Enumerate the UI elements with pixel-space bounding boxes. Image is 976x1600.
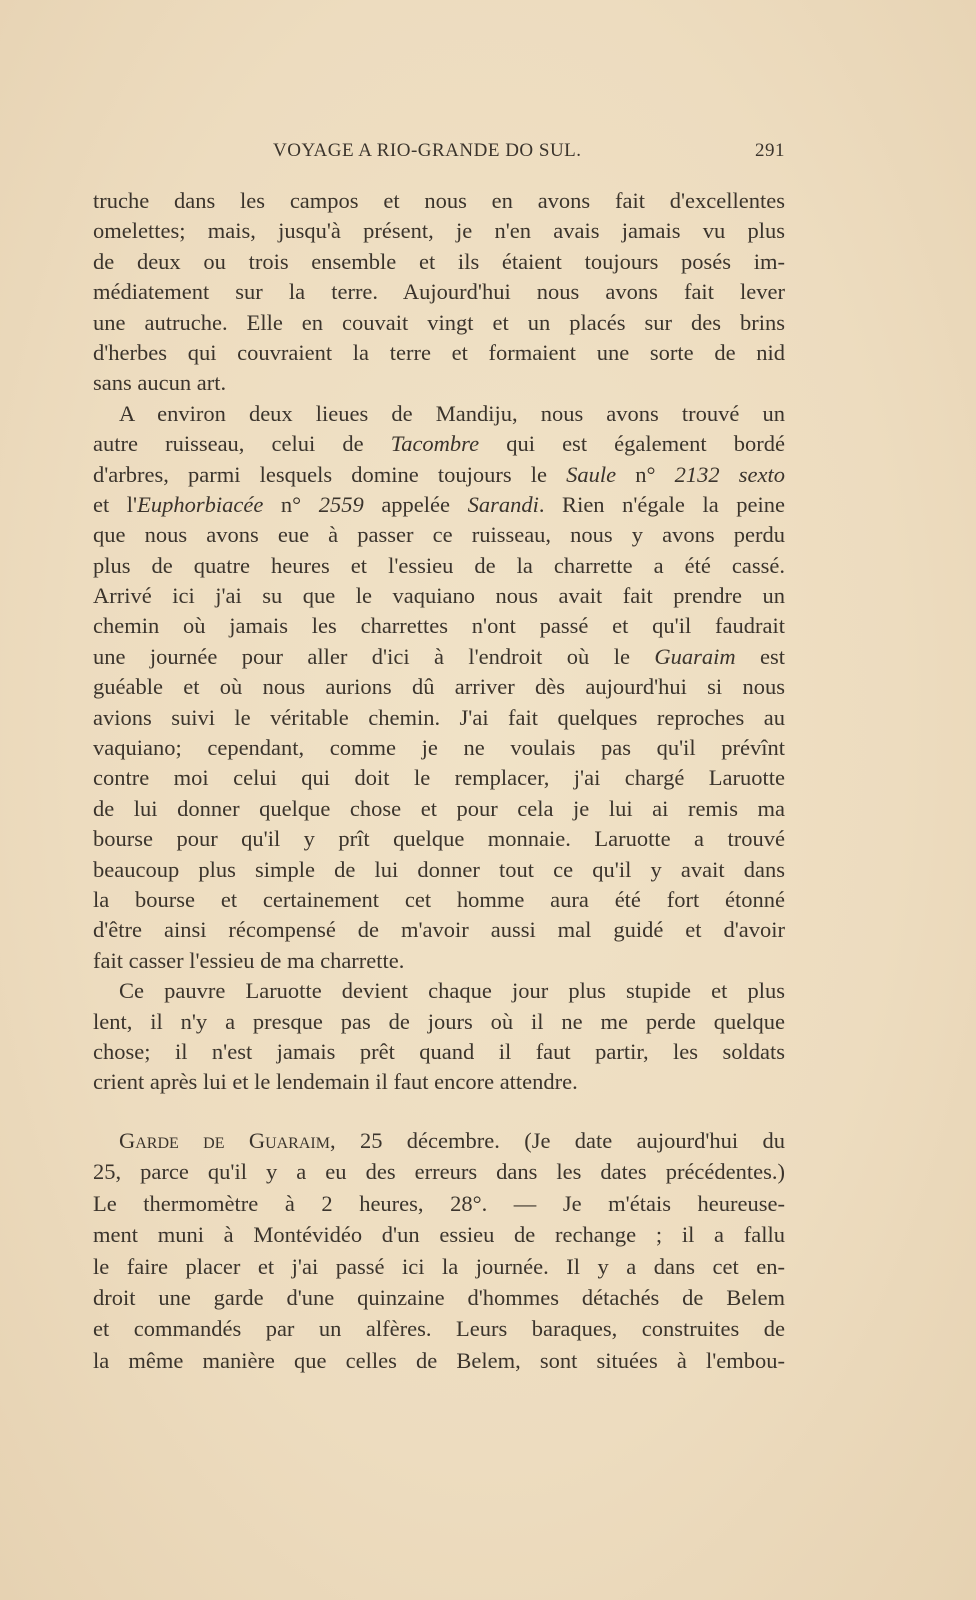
text-segment: chemin où jamais les charrettes n'ont passé et qu'il faudrait — [93, 613, 785, 639]
text-segment: plus de quatre heures et l'essieu de la charrette a été cassé. — [93, 552, 785, 578]
text-segment: de lui donner quelque chose et pour cela je lui ai remis ma — [93, 795, 785, 821]
text-segment: lent, il n'y a presque pas de jours où il ne me perde quelque — [93, 1008, 785, 1034]
text-segment: et l' — [93, 491, 138, 517]
text-segment: autre ruisseau, celui de — [93, 431, 391, 457]
text-line — [93, 399, 785, 429]
italic-term: Tacombre — [390, 431, 480, 457]
text-line — [93, 794, 785, 824]
text-line — [93, 460, 785, 490]
text-segment: et commandés par un alfères. Leurs baraques, construites de — [93, 1316, 785, 1342]
text-segment: vaquiano; cependant, comme je ne voulais pas qu'il prévînt — [93, 735, 785, 761]
italic-term: Guaraim — [654, 643, 736, 669]
text-line — [93, 946, 785, 976]
text-segment: contre moi celui qui doit le remplacer, j'ai chargé Laruotte — [93, 765, 785, 791]
text-line — [93, 703, 785, 733]
text-line — [93, 642, 785, 672]
text-segment: qui est également bordé — [479, 431, 785, 457]
text-line — [93, 368, 785, 398]
text-line — [93, 1251, 785, 1282]
text-line — [93, 551, 785, 581]
text-line — [93, 885, 785, 915]
text-segment: Le thermomètre à 2 heures, 28°. — Je m'étais heureuse- — [93, 1190, 785, 1216]
text-line — [93, 186, 785, 216]
text-line — [93, 247, 785, 277]
text-line — [93, 490, 785, 520]
text-line — [93, 338, 785, 368]
text-segment: médiatement sur la terre. Aujourd'hui nous avons fait lever — [93, 279, 785, 305]
text-line — [93, 1156, 785, 1187]
text-segment: le faire placer et j'ai passé ici la journée. Il y a dans cet en- — [93, 1253, 785, 1279]
text-segment: A environ deux lieues de Mandiju, nous avons trouvé un — [119, 400, 785, 426]
text-line — [93, 855, 785, 885]
text-segment: crient après lui et le lendemain il faut encore attendre. — [93, 1069, 578, 1095]
text-segment: droit une garde d'une quinzaine d'hommes détachés de Belem — [93, 1284, 785, 1310]
italic-term: 2132 sexto — [674, 461, 786, 487]
text-segment: ment muni à Montévidéo d'un essieu de rechange ; il a fallu — [93, 1222, 785, 1248]
text-segment: 25, parce qu'il y a eu des erreurs dans les dates précédentes.) — [93, 1159, 785, 1185]
text-line — [93, 763, 785, 793]
place-heading: Garde de Guaraim — [119, 1128, 330, 1153]
text-segment: avions suivi le véritable chemin. J'ai fait quelques reproches au — [93, 704, 785, 730]
text-line — [93, 1345, 785, 1376]
text-segment: est — [735, 643, 786, 669]
text-block-2 — [93, 1125, 785, 1376]
italic-term: Saule — [566, 461, 617, 487]
text-segment: bourse pour qu'il y prît quelque monnaie. Laruotte a trouvé — [93, 826, 785, 852]
text-segment: de deux ou trois ensemble et ils étaient toujours posés im- — [93, 248, 785, 274]
text-segment: une autruche. Elle en couvait vingt et un placés sur des brins — [93, 309, 785, 335]
text-segment: d'être ainsi récompensé de m'avoir aussi mal guidé et d'avoir — [93, 917, 785, 943]
italic-term: 2559 — [318, 491, 364, 517]
text-segment: que nous avons eue à passer ce ruisseau, nous y avons perdu — [93, 522, 785, 548]
text-line — [93, 1313, 785, 1344]
text-segment: Arrivé ici j'ai su que le vaquiano nous avait fait prendre un — [93, 583, 785, 609]
text-line — [93, 824, 785, 854]
text-segment: , 25 décembre. (Je date aujourd'hui du — [329, 1128, 785, 1153]
text-block-1 — [93, 186, 785, 1098]
text-line — [93, 429, 785, 459]
text-line — [93, 611, 785, 641]
text-line — [93, 976, 785, 1006]
text-segment: fait casser l'essieu de ma charrette. — [93, 947, 405, 973]
text-segment: n° — [616, 461, 675, 487]
page-number: 291 — [755, 140, 785, 161]
text-segment: chose; il n'est jamais prêt quand il faut partir, les soldats — [93, 1038, 785, 1064]
text-segment: une journée pour aller d'ici à l'endroit où le — [93, 643, 655, 669]
text-segment: beaucoup plus simple de lui donner tout ce qu'il y avait dans — [93, 856, 785, 882]
text-segment: n° — [263, 491, 319, 517]
text-line — [93, 308, 785, 338]
text-line — [93, 1282, 785, 1313]
page-header — [93, 140, 785, 166]
text-segment: guéable et où nous aurions dû arriver dès aujourd'hui si nous — [93, 674, 785, 700]
text-segment: d'herbes qui couvraient la terre et formaient une sorte de nid — [93, 339, 785, 365]
running-title: VOYAGE A RIO-GRANDE DO SUL. — [273, 140, 582, 161]
text-line — [93, 672, 785, 702]
text-line — [93, 1125, 785, 1156]
italic-term: Euphorbiacée — [137, 491, 264, 517]
text-segment: la bourse et certainement cet homme aura été fort étonné — [93, 886, 785, 912]
italic-term: Sarandi — [467, 491, 539, 517]
text-line — [93, 581, 785, 611]
text-line — [93, 1007, 785, 1037]
text-segment: truche dans les campos et nous en avons fait d'excellentes — [93, 188, 785, 213]
text-line — [93, 1067, 785, 1097]
text-line — [93, 216, 785, 246]
text-segment: Ce pauvre Laruotte devient chaque jour plus stupide et plus — [119, 978, 785, 1004]
text-line — [93, 520, 785, 550]
text-line — [93, 733, 785, 763]
text-line — [93, 1219, 785, 1250]
text-segment: la même manière que celles de Belem, sont situées à l'embou- — [93, 1347, 785, 1373]
text-line — [93, 277, 785, 307]
text-line — [93, 915, 785, 945]
text-segment: d'arbres, parmi lesquels domine toujours le — [93, 461, 567, 487]
text-segment: sans aucun art. — [93, 370, 227, 396]
text-segment: appelée — [363, 491, 468, 517]
text-segment: omelettes; mais, jusqu'à présent, je n'en avais jamais vu plus — [93, 218, 785, 244]
text-line — [93, 1188, 785, 1219]
text-line — [93, 1037, 785, 1067]
text-segment: . Rien n'égale la peine — [538, 491, 785, 517]
